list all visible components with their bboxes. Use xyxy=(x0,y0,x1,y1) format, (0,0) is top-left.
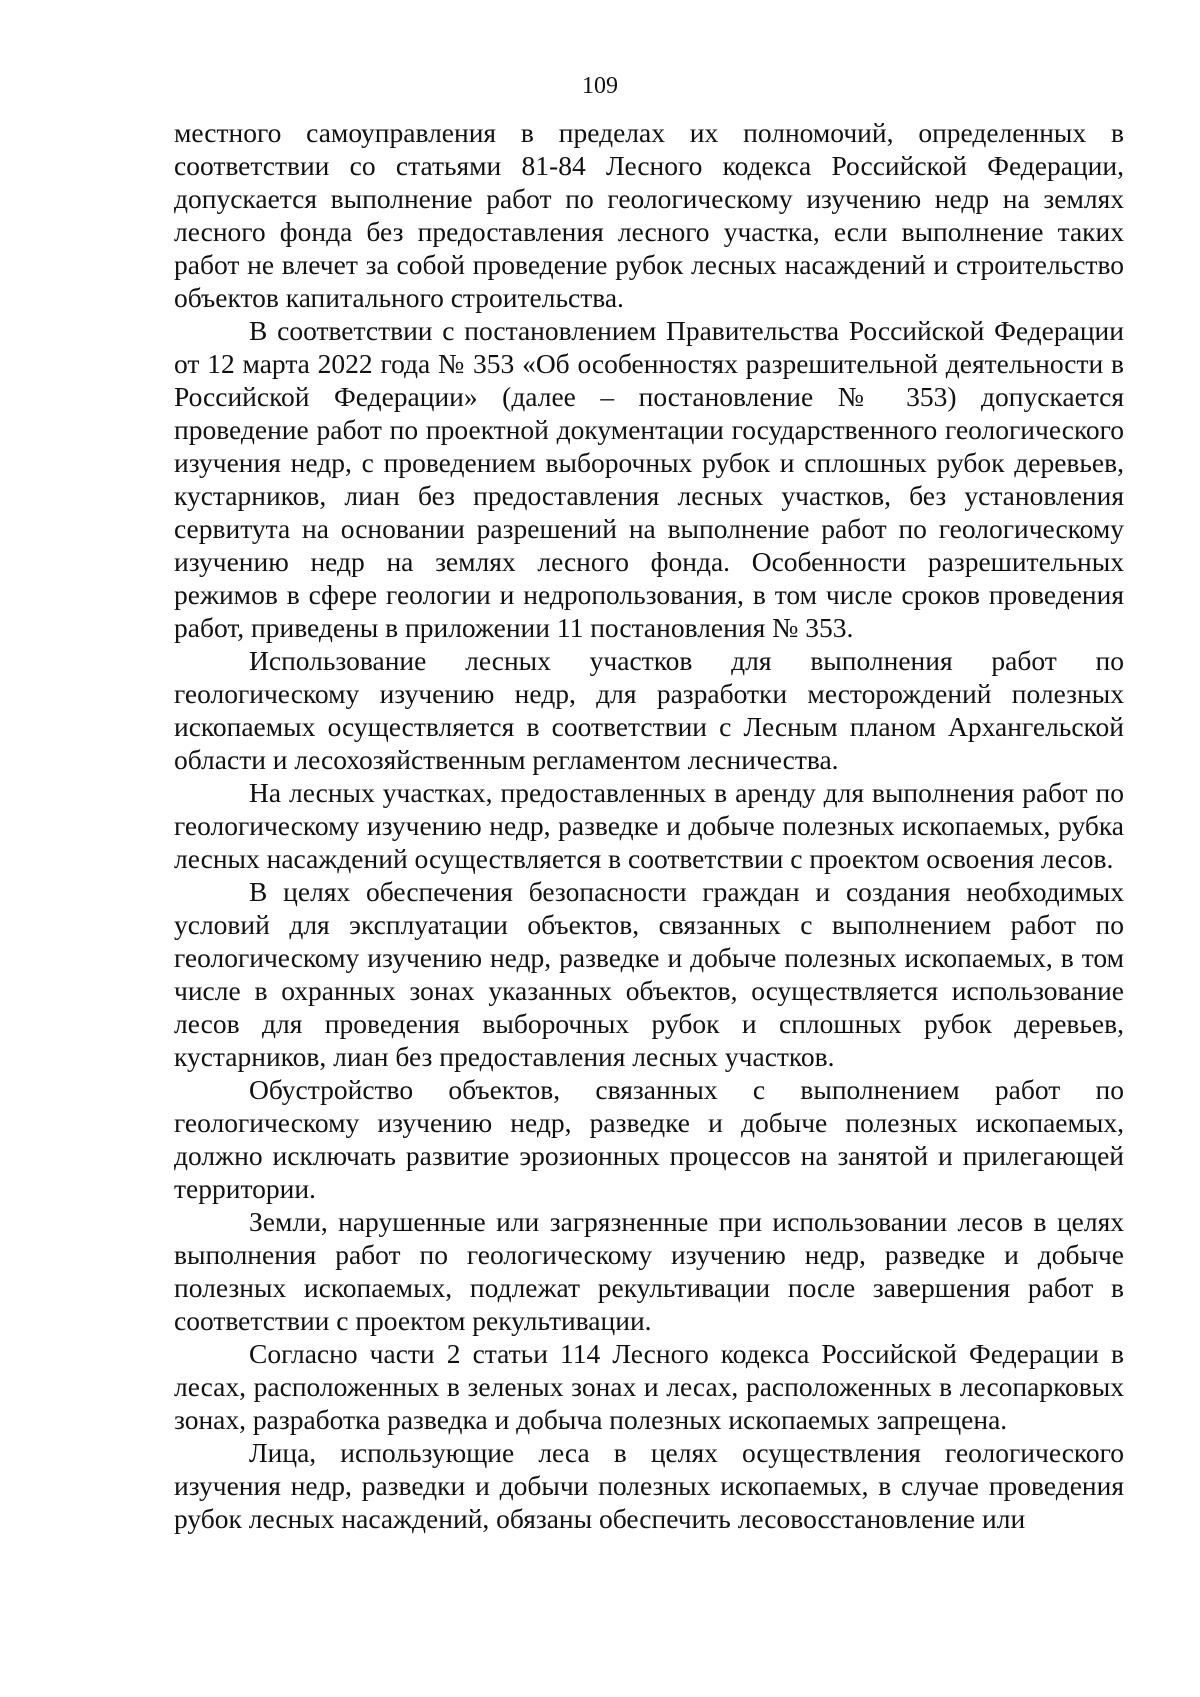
paragraph-safety: В целях обеспечения безопасности граждан и создания необходимых условий для эксплуатации объектов, связанных с выполнением работ по геологическому изучению недр, разведке и добыче полезных ископаемых, в том числе в охранных зонах указанных объектов, осуществляется использование лесов для проведения выборочных рубок и сплошных рубок деревьев, кустарников, лиан без предоставления лесных участков. xyxy=(174,876,1124,1072)
document-body xyxy=(174,116,1124,1535)
paragraph-continued: местного самоуправления в пределах их полномочий, определенных в соответствии со статьями 81-84 Лесного кодекса Российской Федерации, допускается выполнение работ по геологическому изучению недр на землях лесного фонда без предоставления лесного участка, если выполнение таких работ не влечет за собой проведение рубок лесных насаждений и строительство объектов капитального строительства. xyxy=(174,117,1124,313)
paragraph-forest-plots-use: Использование лесных участков для выполнения работ по геологическому изучению недр, для разработки месторождений полезных ископаемых осуществляется в соответствии с Лесным планом Архангельской области и лесохозяйственным регламентом лесничества. xyxy=(174,645,1124,775)
page-number: 109 xyxy=(582,73,618,99)
paragraph-resolution-353: В соответствии с постановлением Правительства Российской Федерации от 12 марта 2022 года № 353 «Об особенностях разрешительной деятельности в Российской Федерации» (далее – постановление № 353) допускается проведение работ по проектной документации государственного геологического изучения недр, с проведением выборочных рубок и сплошных рубок деревьев, кустарников, лиан без предоставления лесных участков, без установления сервитута на основании разрешений на выполнение работ по геологическому изучению недр на землях лесного фонда. Особенности разрешительных режимов в сфере геологии и недропользования, в том числе сроков проведения работ, приведены в приложении 11 постановления № 353. xyxy=(174,315,1124,643)
paragraph-erosion: Обустройство объектов, связанных с выполнением работ по геологическому изучению недр, разведке и добыче полезных ископаемых, должно исключать развитие эрозионных процессов на занятой и прилегающей территории. xyxy=(174,1074,1124,1204)
paragraph-green-zones: Согласно части 2 статьи 114 Лесного кодекса Российской Федерации в лесах, расположенных в зеленых зонах и лесах, расположенных в лесопарковых зонах, разработка разведка и добыча полезных ископаемых запрещена. xyxy=(174,1338,1124,1435)
paragraph-leased-plots: На лесных участках, предоставленных в аренду для выполнения работ по геологическому изучению недр, разведке и добыче полезных ископаемых, рубка лесных насаждений осуществляется в соответствии с проектом освоения лесов. xyxy=(174,777,1124,874)
paragraph-recultivation: Земли, нарушенные или загрязненные при использовании лесов в целях выполнения работ по геологическому изучению недр, разведке и добыче полезных ископаемых, подлежат рекультивации после завершения работ в соответствии с проектом рекультивации. xyxy=(174,1206,1124,1336)
paragraph-reforestation: Лица, использующие леса в целях осуществления геологического изучения недр, разведки и добычи полезных ископаемых, в случае проведения рубок лесных насаждений, обязаны обеспечить лесовосстановление или xyxy=(174,1437,1124,1534)
